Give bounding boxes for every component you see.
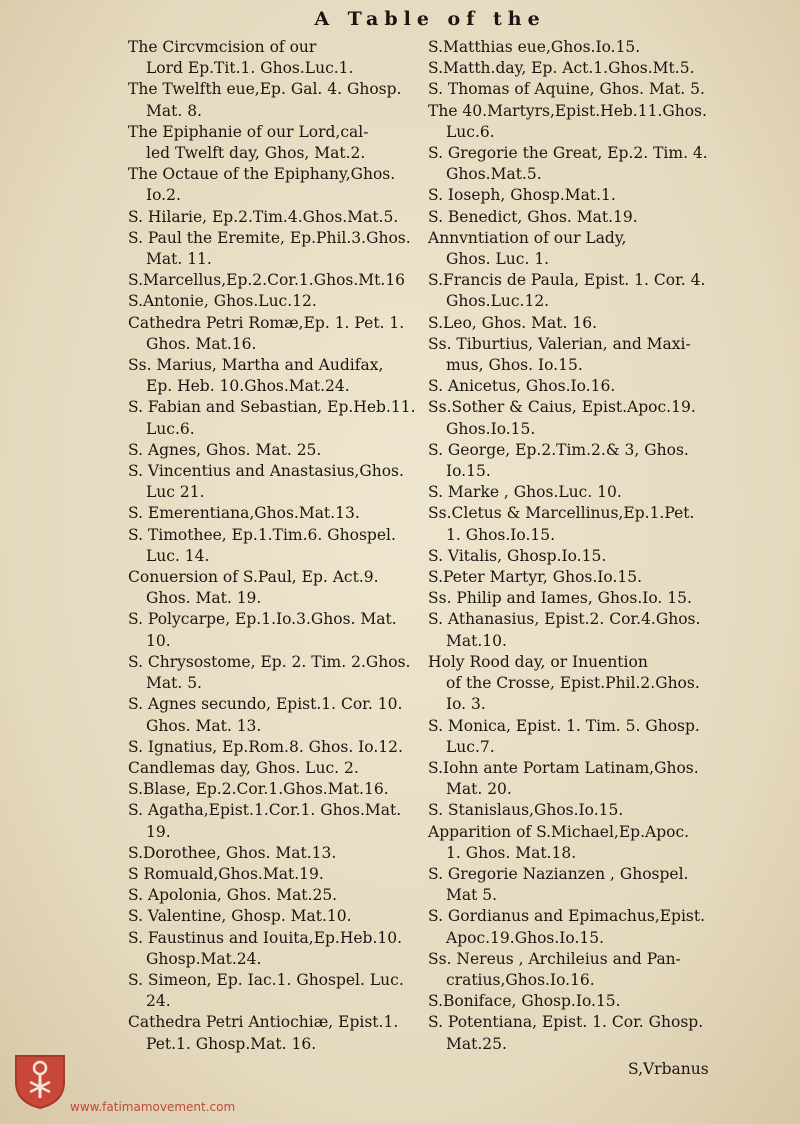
table-entry [128, 1012, 468, 1054]
entry-continuation: Ghos. Mat. 13. [146, 716, 262, 735]
entry-line: S.Matthias eue,Ghos.Io.15. [428, 38, 641, 56]
entry-continuation: of the Crosse, Epist.Phil.2.Ghos. [446, 674, 700, 693]
entry-line: Ss. Philip and Iames, Ghos.Io. 15. [428, 589, 692, 608]
table-entry [428, 588, 773, 609]
entry-continuation: Ep. Heb. 10.Ghos.Mat.24. [146, 377, 350, 396]
page-title: A Table of the [314, 8, 546, 30]
table-entry [128, 397, 468, 439]
entry-line: Cathedra Petri Romæ,Ep. 1. Pet. 1. [128, 313, 405, 332]
entry-continuation: Mat 5. [446, 886, 498, 905]
entry-line: S.Francis de Paula, Epist. 1. Cor. 4. [428, 271, 706, 290]
table-entry [428, 503, 773, 545]
table-entry [128, 270, 468, 291]
entry-continuation: Ghosp.Mat.24. [146, 949, 262, 968]
entry-line: S. Stanislaus,Ghos.Io.15. [428, 801, 624, 820]
table-entry [128, 461, 468, 503]
entry-line: S. Timothee, Ep.1.Tim.6. Ghospel. [128, 525, 396, 544]
entry-continuation: Mat.25. [446, 1034, 507, 1053]
table-entry [128, 970, 468, 1012]
entry-continuation: Ghos.Io.15. [446, 419, 536, 438]
entry-continuation: Ghos. Luc. 1. [446, 250, 550, 269]
left-column [128, 37, 468, 1055]
table-entry [128, 928, 468, 970]
entry-line: The Octaue of the Epiphany,Ghos. [128, 165, 396, 184]
entry-line: S.Matth.day, Ep. Act.1.Ghos.Mt.5. [428, 59, 695, 78]
entry-continuation: Io.2. [146, 186, 181, 205]
table-entry [428, 482, 773, 503]
entry-continuation: 10. [146, 631, 171, 650]
table-entry [128, 609, 468, 651]
table-entry [428, 716, 773, 758]
entry-line: S. Polycarpe, Ep.1.Io.3.Ghos. Mat. [128, 610, 397, 629]
entry-line: S. Valentine, Ghosp. Mat.10. [128, 907, 352, 926]
table-entry [428, 58, 773, 79]
table-entry [128, 758, 468, 779]
entry-continuation: 1. Ghos. Mat.18. [446, 843, 577, 862]
table-entry [428, 991, 773, 1012]
table-entry [428, 1012, 773, 1054]
table-entry [128, 313, 468, 355]
table-entry [128, 737, 468, 758]
right-column [428, 37, 773, 1055]
entry-continuation: Ghos.Luc.12. [446, 292, 550, 311]
entry-continuation: 1. Ghos.Io.15. [446, 525, 556, 544]
entry-line: S. Simeon, Ep. Iac.1. Ghospel. Luc. [128, 970, 404, 989]
table-entry [428, 694, 773, 715]
website-watermark: www.fatimamovement.com [70, 1100, 236, 1114]
entry-line: S.Blase, Ep.2.Cor.1.Ghos.Mat.16. [128, 780, 389, 799]
entry-line: S. George, Ep.2.Tim.2.& 3, Ghos. [428, 440, 689, 459]
entry-line: S. Thomas of Aquine, Ghos. Mat. 5. [428, 80, 705, 99]
entry-line: Apparition of S.Michael,Ep.Apoc. [428, 822, 690, 841]
entry-continuation: led Twelft day, Ghos, Mat.2. [146, 144, 366, 163]
table-entry [128, 164, 468, 206]
table-entry [128, 864, 468, 885]
entry-continuation: Mat. 5. [146, 674, 202, 693]
entry-continuation: Io.15. [446, 462, 491, 481]
table-entry [428, 185, 773, 206]
entry-continuation: Lord Ep.Tit.1. Ghos.Luc.1. [146, 59, 354, 78]
table-entry [128, 567, 468, 609]
table-entry [428, 37, 773, 58]
table-entry [128, 906, 468, 927]
papal-seal-icon [12, 1052, 68, 1110]
entry-line: S.Iohn ante Portam Latinam,Ghos. [428, 758, 699, 777]
entry-line: S. Monica, Epist. 1. Tim. 5. Ghosp. [428, 716, 700, 735]
entry-line: S. Chrysostome, Ep. 2. Tim. 2.Ghos. [128, 652, 411, 671]
entry-line: S. Agnes, Ghos. Mat. 25. [128, 440, 322, 459]
table-entry [128, 652, 468, 694]
entry-line: S. Paul the Eremite, Ep.Phil.3.Ghos. [128, 228, 411, 247]
table-entry [428, 822, 773, 864]
table-entry [428, 652, 773, 694]
table-entry [128, 207, 468, 228]
table-entry [128, 122, 468, 164]
entry-line: S. Anicetus, Ghos.Io.16. [428, 377, 616, 396]
entry-continuation: Ghos. Mat. 19. [146, 589, 262, 608]
entry-line: Annvntiation of our Lady, [428, 228, 627, 247]
table-entry [128, 800, 468, 842]
entry-line: S. Gregorie Nazianzen , Ghospel. [428, 864, 689, 883]
entry-continuation: Pet.1. Ghosp.Mat. 16. [146, 1034, 317, 1053]
table-entry [128, 503, 468, 524]
entry-continuation: Ghos.Mat.5. [446, 165, 542, 184]
table-entry [428, 270, 773, 312]
entry-line: Holy Rood day, or Inuention [428, 652, 648, 671]
table-entry [428, 546, 773, 567]
entry-line: S. Vitalis, Ghosp.Io.15. [428, 546, 607, 565]
entry-continuation: Io. 3. [446, 695, 486, 714]
entry-continuation: 24. [146, 992, 171, 1011]
entry-line: S. Emerentiana,Ghos.Mat.13. [128, 504, 360, 523]
entry-continuation: Ghos. Mat.16. [146, 334, 257, 353]
table-entry [128, 79, 468, 121]
table-entry [428, 376, 773, 397]
entry-line: Ss.Sother & Caius, Epist.Apoc.19. [428, 398, 696, 417]
entry-line: S. Agatha,Epist.1.Cor.1. Ghos.Mat. [128, 801, 402, 820]
table-entry [428, 79, 773, 100]
table-entry [128, 885, 468, 906]
entry-line: S. Gregorie the Great, Ep.2. Tim. 4. [428, 144, 708, 163]
entry-line: Ss.Cletus & Marcellinus,Ep.1.Pet. [428, 504, 695, 523]
table-entry [128, 843, 468, 864]
entry-continuation: Mat. 20. [446, 780, 512, 799]
entry-line: S.Boniface, Ghosp.Io.15. [428, 992, 621, 1011]
table-entry [428, 800, 773, 821]
entry-line: S.Leo, Ghos. Mat. 16. [428, 313, 597, 332]
entry-line: Cathedra Petri Antiochiæ, Epist.1. [128, 1013, 399, 1032]
table-entry [128, 694, 468, 736]
table-entry [428, 207, 773, 228]
entry-continuation: mus, Ghos. Io.15. [446, 356, 583, 375]
entry-line: S. Gordianus and Epimachus,Epist. [428, 907, 706, 926]
entry-line: S. Athanasius, Epist.2. Cor.4.Ghos. [428, 610, 701, 629]
table-entry [428, 397, 773, 439]
entry-line: S.Peter Martyr, Ghos.Io.15. [428, 568, 643, 587]
table-entry [128, 291, 468, 312]
entry-line: S. Ioseph, Ghosp.Mat.1. [428, 186, 616, 205]
table-entry [428, 758, 773, 800]
entry-continuation: cratius,Ghos.Io.16. [446, 970, 595, 989]
entry-line: S. Apolonia, Ghos. Mat.25. [128, 886, 338, 905]
entry-line: S. Vincentius and Anastasius,Ghos. [128, 462, 404, 481]
entry-line: Candlemas day, Ghos. Luc. 2. [128, 758, 359, 777]
table-entry [428, 101, 773, 143]
entry-line: S.Antonie, Ghos.Luc.12. [128, 292, 317, 311]
table-entry [428, 440, 773, 482]
entry-line: S. Benedict, Ghos. Mat.19. [428, 207, 638, 226]
table-entry [128, 355, 468, 397]
entry-line: S.Dorothee, Ghos. Mat.13. [128, 843, 337, 862]
catchword: S,Vrbanus [628, 1060, 709, 1078]
entry-line: Conuersion of S.Paul, Ep. Act.9. [128, 568, 379, 587]
entry-continuation: Mat.10. [446, 631, 507, 650]
table-entry [128, 37, 468, 79]
table-entry [128, 525, 468, 567]
entry-line: The 40.Martyrs,Epist.Heb.11.Ghos. [428, 101, 707, 120]
table-entry [428, 313, 773, 334]
entry-continuation: Luc.6. [146, 419, 195, 438]
entry-continuation: Luc 21. [146, 483, 205, 502]
entry-continuation: Luc. 14. [146, 546, 210, 565]
entry-line: S. Marke , Ghos.Luc. 10. [428, 483, 622, 502]
entry-line: Ss. Marius, Martha and Audifax, [128, 356, 384, 375]
entry-line: The Epiphanie of our Lord,cal- [128, 122, 369, 141]
entry-line: S.Marcellus,Ep.2.Cor.1.Ghos.Mt.16 [128, 271, 406, 290]
entry-continuation: Mat. 11. [146, 250, 212, 269]
entry-continuation: 19. [146, 822, 171, 841]
entry-line: S. Hilarie, Ep.2.Tim.4.Ghos.Mat.5. [128, 207, 399, 226]
entry-line: S Romuald,Ghos.Mat.19. [128, 864, 324, 883]
entry-line: Ss. Tiburtius, Valerian, and Maxi- [428, 334, 691, 353]
entry-continuation: Luc.7. [446, 737, 495, 756]
table-entry [428, 567, 773, 588]
table-entry [428, 143, 773, 185]
entry-continuation: Apoc.19.Ghos.Io.15. [446, 928, 605, 947]
entry-line: The Twelfth eue,Ep. Gal. 4. Ghosp. [128, 80, 402, 99]
table-entry [428, 949, 773, 991]
table-entry [128, 228, 468, 270]
entry-line: S. Fabian and Sebastian, Ep.Heb.11. [128, 398, 416, 417]
entry-line: S. Faustinus and Iouita,Ep.Heb.10. [128, 928, 403, 947]
entry-line: Ss. Nereus , Archileius and Pan- [428, 949, 681, 968]
table-entry [428, 864, 773, 906]
entry-line: S. Agnes secundo, Epist.1. Cor. 10. [128, 695, 403, 714]
table-entry [428, 228, 773, 270]
entry-continuation: Luc.6. [446, 122, 495, 141]
entry-continuation: Mat. 8. [146, 101, 202, 120]
table-entry [128, 440, 468, 461]
entry-line: S. Potentiana, Epist. 1. Cor. Ghosp. [428, 1013, 704, 1032]
table-entry [428, 609, 773, 651]
entry-line: S. Ignatius, Ep.Rom.8. Ghos. Io.12. [128, 737, 403, 756]
table-entry [428, 906, 773, 948]
entry-line: The Circvmcision of our [128, 38, 317, 56]
table-entry [428, 334, 773, 376]
table-entry [128, 779, 468, 800]
